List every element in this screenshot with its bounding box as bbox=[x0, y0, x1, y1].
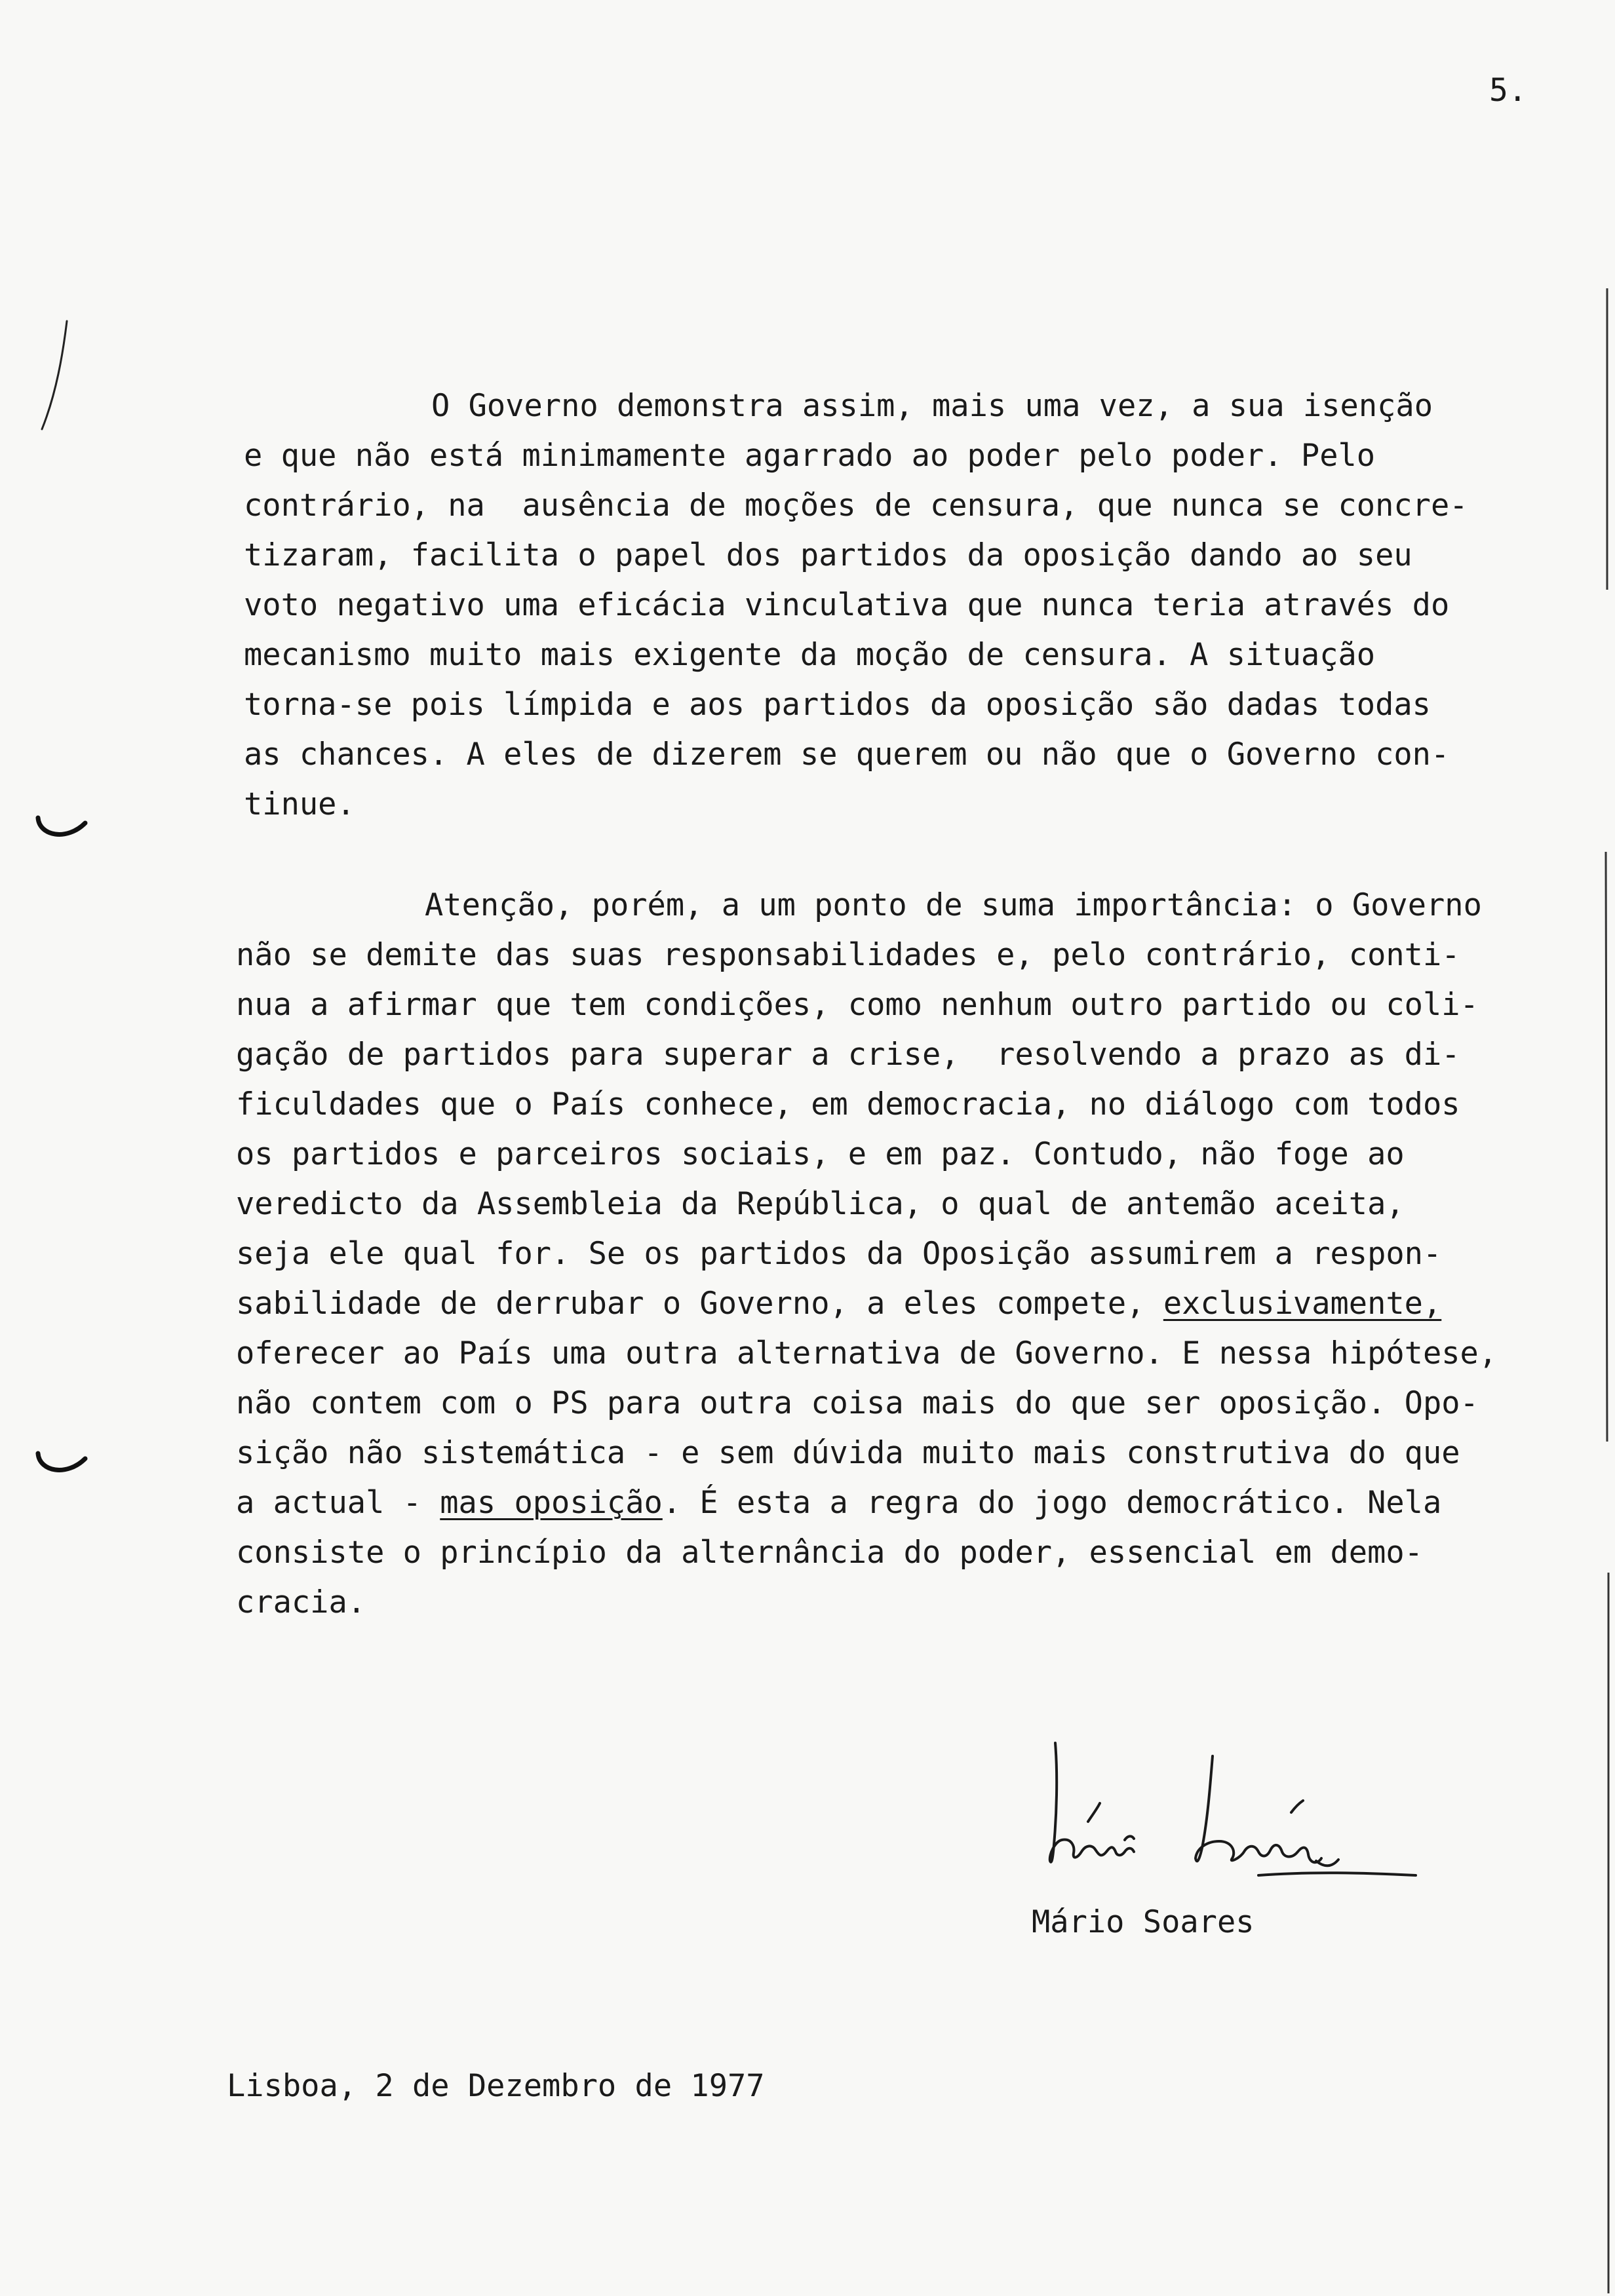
page-edge-line bbox=[1599, 0, 1615, 2296]
text-span: sabilidade de derrubar o Governo, a eles compete, bbox=[236, 1286, 1163, 1322]
text-line: gação de partidos para superar a crise, resolvendo a prazo as di- bbox=[236, 1037, 1460, 1073]
underlined-emphasis: mas oposição bbox=[440, 1485, 663, 1521]
text-line bbox=[236, 1286, 1442, 1322]
underlined-emphasis: exclusivamente, bbox=[1163, 1286, 1442, 1322]
signatory-name: Mário Soares bbox=[1032, 1904, 1255, 1940]
text-line: contrário, na ausência de moções de censura, que nunca se concre- bbox=[244, 488, 1468, 524]
margin-slash-mark bbox=[37, 315, 76, 446]
text-line: tinue. bbox=[244, 786, 355, 822]
text-line: ficuldades que o País conhece, em democracia, no diálogo com todos bbox=[236, 1086, 1460, 1122]
text-line: consiste o princípio da alternância do poder, essencial em demo- bbox=[236, 1535, 1423, 1571]
text-line: cracia. bbox=[236, 1584, 366, 1620]
text-line: mecanismo muito mais exigente da moção de censura. A situação bbox=[244, 637, 1376, 673]
text-line: O Governo demonstra assim, mais uma vez, a sua isenção bbox=[431, 388, 1433, 424]
text-line: os partidos e parceiros sociais, e em paz. Contudo, não foge ao bbox=[236, 1136, 1405, 1172]
page-number: 5. bbox=[1489, 72, 1527, 109]
text-line: oferecer ao País uma outra alternativa de Governo. E nessa hipótese, bbox=[236, 1335, 1498, 1371]
text-line bbox=[236, 1485, 1442, 1521]
hole-punch-mark bbox=[33, 1442, 92, 1487]
text-line: nua a afirmar que tem condições, como nenhum outro partido ou coli- bbox=[236, 987, 1479, 1023]
text-span: a actual - bbox=[236, 1485, 440, 1521]
text-line: voto negativo uma eficácia vinculativa que nunca teria através do bbox=[244, 587, 1450, 623]
text-line: não se demite das suas responsabilidades e, pelo contrário, conti- bbox=[236, 937, 1460, 973]
text-line: tizaram, facilita o papel dos partidos da oposição dando ao seu bbox=[244, 537, 1412, 573]
hole-punch-mark bbox=[33, 806, 92, 852]
text-line: não contem com o PS para outra coisa mais do que ser oposição. Opo- bbox=[236, 1385, 1479, 1421]
text-line: torna-se pois límpida e aos partidos da oposição são dadas todas bbox=[244, 687, 1431, 723]
text-line: veredicto da Assembleia da República, o qual de antemão aceita, bbox=[236, 1186, 1405, 1222]
text-span: . É esta a regra do jogo democrático. Nela bbox=[662, 1485, 1442, 1521]
text-line: seja ele qual for. Se os partidos da Oposição assumirem a respon- bbox=[236, 1236, 1442, 1272]
text-line: Atenção, porém, a um ponto de suma importância: o Governo bbox=[425, 887, 1482, 923]
handwritten-signature bbox=[1036, 1730, 1429, 1881]
dateline: Lisboa, 2 de Dezembro de 1977 bbox=[227, 2068, 765, 2104]
text-line: sição não sistemática - e sem dúvida muito mais construtiva do que bbox=[236, 1435, 1460, 1471]
text-line: as chances. A eles de dizerem se querem ou não que o Governo con- bbox=[244, 737, 1450, 773]
text-line: e que não está minimamente agarrado ao poder pelo poder. Pelo bbox=[244, 438, 1376, 474]
